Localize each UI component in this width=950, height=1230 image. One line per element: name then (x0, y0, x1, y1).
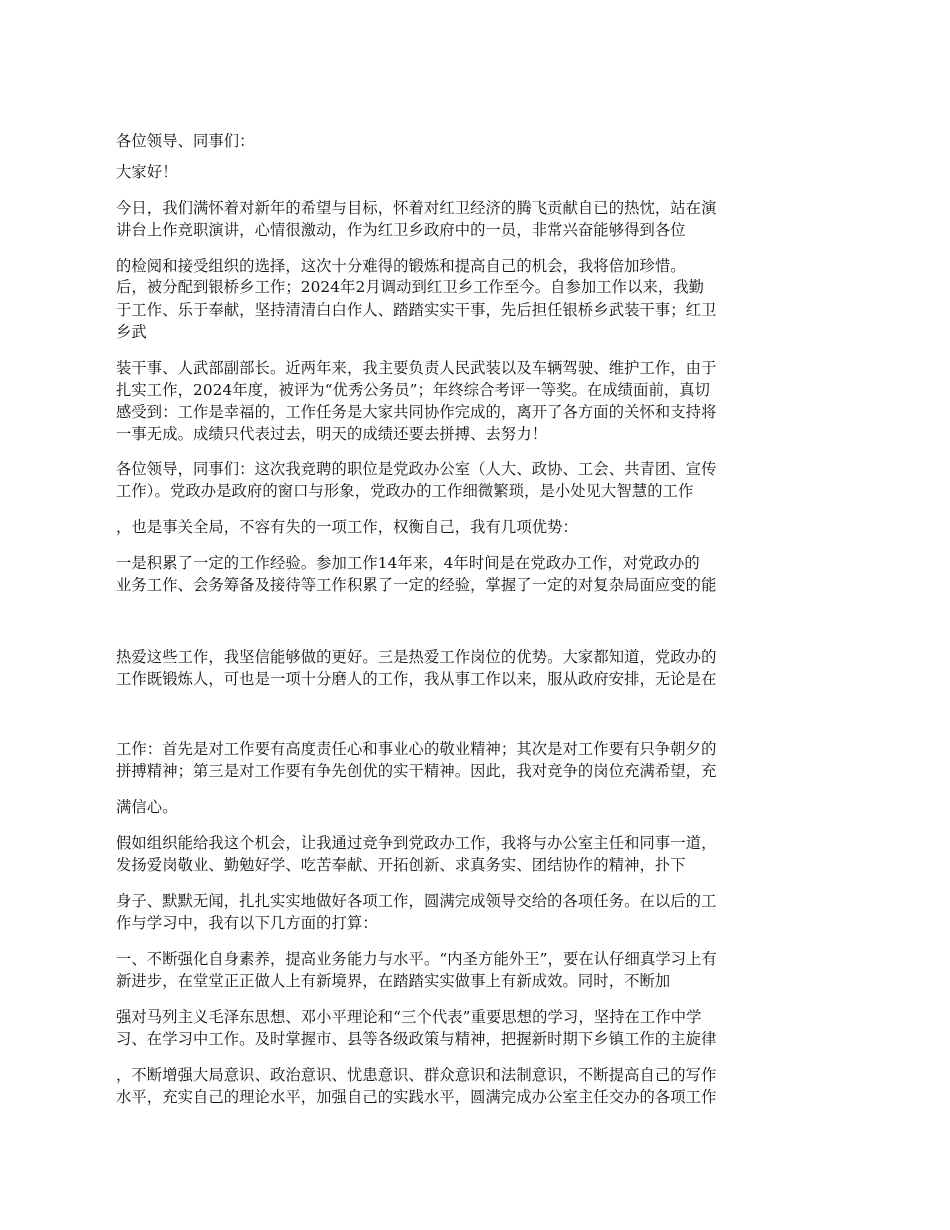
text-line: 身子、默默无闻，扎扎实实地做好各项工作，圆满完成领导交给的各项任务。在以后的工 (116, 892, 717, 910)
text-line: 习、在学习中工作。及时掌握市、县等各级政策与精神，把握新时期下乡镇工作的主旋律 (116, 1030, 717, 1048)
text-line: 发扬爱岗敬业、勤勉好学、吃苦奉献、开拓创新、求真务实、团结协作的精神，扑下 (116, 856, 686, 874)
text-line: ，不断增强大局意识、政治意识、忧患意识、群众意识和法制意识，不断提高自己的写作 (116, 1066, 717, 1084)
text-line: ，也是事关全局，不容有失的一项工作，权衡自己，我有几项优势： (116, 518, 578, 536)
text-line: 一是积累了一定的工作经验。参加工作14年来，4年时间是在党政办工作，对党政办的 (116, 554, 700, 572)
text-line: 水平，充实自己的理论水平，加强自己的实践水平，圆满完成办公室主任交办的各项工作 (116, 1088, 717, 1106)
text-line: 工作：首先是对工作要有高度责任心和事业心的敬业精神；其次是对工作要有只争朝夕的 (116, 740, 717, 758)
text-line: 热爱这些工作，我坚信能够做的更好。三是热爱工作岗位的优势。大家都知道，党政办的 (116, 648, 717, 666)
text-line: 拼搏精神；第三是对工作要有争先创优的实干精神。因此，我对竞争的岗位充满希望，充 (116, 762, 717, 780)
text-line: 今日，我们满怀着对新年的希望与目标，怀着对红卫经济的腾飞贡献自已的热忱，站在演 (116, 199, 717, 217)
text-line: 满信心。 (116, 798, 178, 816)
text-line: 后，被分配到银桥乡工作；2024年2月调动到红卫乡工作至今。自参加工作以来，我勤 (116, 278, 705, 296)
text-line: 感受到：工作是幸福的，工作任务是大家共同协作完成的，离开了各方面的关怀和支持将 (116, 403, 717, 421)
text-line: 新进步，在堂堂正正做人上有新境界，在踏踏实实做事上有新成效。同时，不断加 (116, 972, 671, 990)
text-line: 乡武 (116, 323, 147, 341)
text-line: 各位领导、同事们： (116, 132, 255, 150)
text-line: 各位领导，同事们：这次我竞聘的职位是党政办公室（人大、政协、工会、共青团、宣传 (116, 460, 717, 478)
text-line: 业务工作、会务筹备及接待等工作积累了一定的经验，掌握了一定的对复杂局面应变的能 (116, 576, 717, 594)
text-line: 工作既锻炼人，可也是一项十分磨人的工作，我从事工作以来，服从政府安排，无论是在 (116, 670, 717, 688)
text-line: 作与学习中，我有以下几方面的打算： (116, 914, 378, 932)
text-line: 一、不断强化自身素养，提高业务能力与水平。“内圣方能外王”，要在认仔细真学习上有 (116, 950, 717, 968)
text-line: 工作）。党政办是政府的窗口与形象，党政办的工作细微繁琐，是小处见大智慧的工作 (116, 482, 694, 500)
text-line: 装干事、人武部副部长。近两年来，我主要负责人民武装以及车辆驾驶、维护工作，由于 (116, 359, 717, 377)
text-line: 的检阅和接受组织的选择，这次十分难得的锻炼和提高自己的机会，我将倍加珍惜。 (116, 257, 686, 275)
text-line: 于工作、乐于奉献，坚持清清白白作人、踏踏实实干事，先后担任银桥乡武装干事；红卫 (116, 301, 717, 319)
text-line: 强对马列主义毛泽东思想、邓小平理论和“三个代表”重要思想的学习，坚持在工作中学 (116, 1008, 702, 1026)
text-line: 扎实工作，2024年度，被评为“优秀公务员”；年终综合考评一等奖。在成绩面前，真切 (116, 381, 711, 399)
text-line: 假如组织能给我这个机会，让我通过竞争到党政办工作，我将与办公室主任和同事一道， (116, 834, 717, 852)
text-line: 讲台上作竞职演讲，心情很激动，作为红卫乡政府中的一员，非常兴奋能够得到各位 (116, 221, 686, 239)
text-line: 大家好！ (116, 163, 178, 181)
text-line: 一事无成。成绩只代表过去，明天的成绩还要去拼搏、去努力！ (116, 425, 548, 443)
